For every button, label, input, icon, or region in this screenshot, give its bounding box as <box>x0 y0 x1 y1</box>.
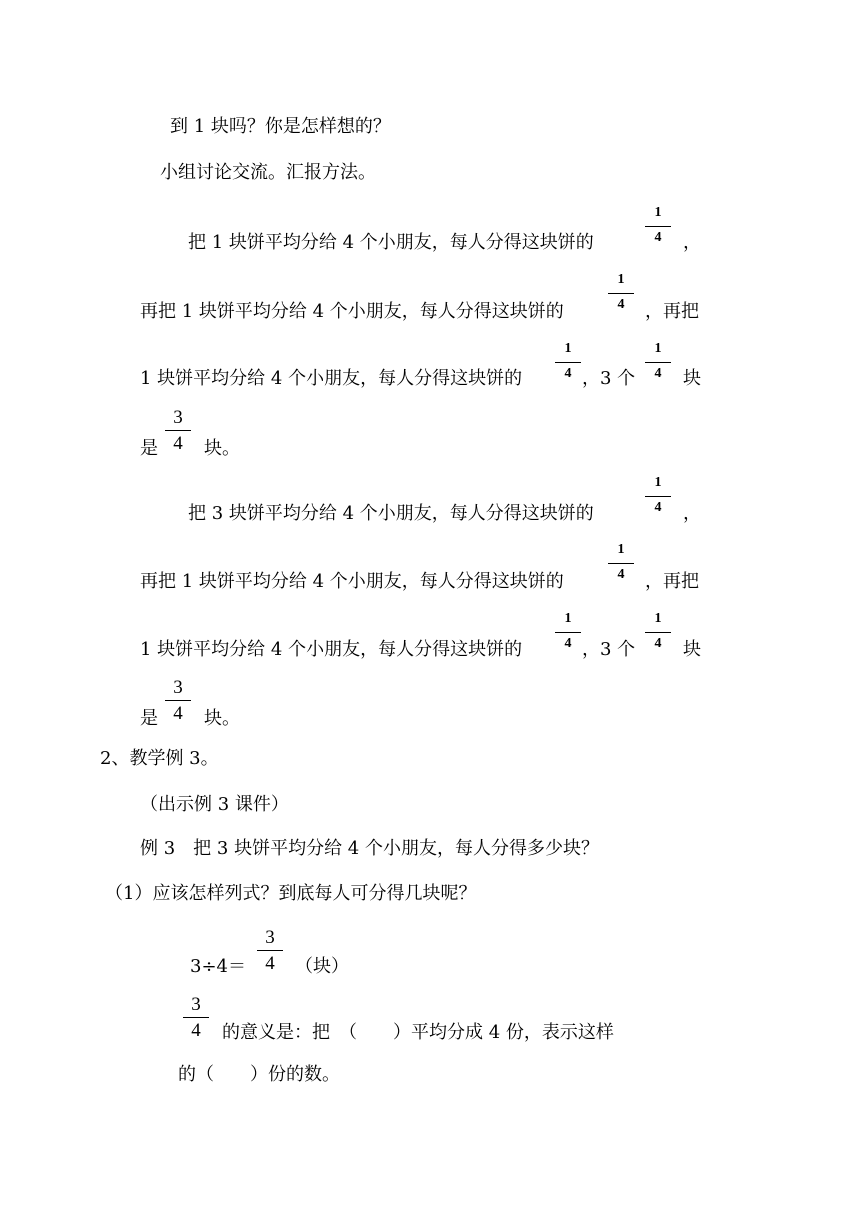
equation-division: 3÷4＝ <box>190 956 246 977</box>
para2-line1-comma: ， <box>683 503 701 524</box>
document-page: 到 1 块吗？你是怎样想的？ 小组讨论交流。汇报方法。 把 1 块饼平均分给 4 个小朋友，每人分得这块饼的 1 4 ， 再把 1 块饼平均分给 4 个小朋友，每人分得这块饼的 1 4 ，再把 1 块饼平均分给 4 个小朋友，每人分得这块饼的 1 4 ，3 个 1 4 块 是 3 4 块。 把 3 块饼平均分给 4 个小朋友，每人分得这块饼的 1 4 ， 再把 1 块饼平均分给 4 个小朋友，每人分得这块饼的 1 4 ，再把 1 块饼平均分给 4 个小朋友，每人分得这块饼的 1 4 ，3 个 1 4 块 是 3 4 块。 2、教学例 3。 （出示例 3 课件） 例 3 把 3 块饼平均分给 4 个小朋友，每人分得多少块？ （1）应该怎样列式？到底每人可分得几块呢？ 3÷4＝ 3 4 （块） 3 4 的意义是：把 （ ）平均分成 4 份，表示这样 的（ ）份的数。 <box>0 0 860 1216</box>
line-group-discussion: 小组讨论交流。汇报方法。 <box>160 162 376 183</box>
para1-line1-comma: ， <box>683 232 701 253</box>
para1-line4-start: 是 <box>140 438 158 459</box>
line-question-1: （1）应该怎样列式？到底每人可分得几块呢？ <box>105 883 477 904</box>
para1-line3-unit: 块 <box>683 368 701 389</box>
para2-line4-end: 块。 <box>204 708 240 729</box>
para1-line3-count: ，3 个 <box>582 368 636 389</box>
para2-line4-start: 是 <box>140 708 158 729</box>
line-example-3-question: 例 3 把 3 块饼平均分给 4 个小朋友，每人分得多少块？ <box>140 838 599 859</box>
line-show-courseware: （出示例 3 课件） <box>140 794 289 815</box>
line-think-question: 到 1 块吗？你是怎样想的？ <box>170 116 391 137</box>
section-heading-example-3: 2、教学例 3。 <box>100 748 219 769</box>
equation-unit: （块） <box>295 956 349 977</box>
para2-line3-count: ，3 个 <box>582 639 636 660</box>
para2-line1: 把 3 块饼平均分给 4 个小朋友，每人分得这块饼的 <box>188 503 594 524</box>
para1-line3: 1 块饼平均分给 4 个小朋友，每人分得这块饼的 <box>140 368 523 389</box>
para1-line2-end: ，再把 <box>645 301 699 322</box>
para1-line2: 再把 1 块饼平均分给 4 个小朋友，每人分得这块饼的 <box>140 301 564 322</box>
para2-line2: 再把 1 块饼平均分给 4 个小朋友，每人分得这块饼的 <box>140 571 564 592</box>
line-fraction-meaning-end: 的（ ）份的数。 <box>178 1064 340 1085</box>
para2-line3: 1 块饼平均分给 4 个小朋友，每人分得这块饼的 <box>140 639 523 660</box>
para1-line1: 把 1 块饼平均分给 4 个小朋友，每人分得这块饼的 <box>188 232 594 253</box>
para2-line2-end: ，再把 <box>645 571 699 592</box>
line-fraction-meaning: 的意义是：把 （ ）平均分成 4 份，表示这样 <box>222 1022 614 1043</box>
para1-line4-end: 块。 <box>204 438 240 459</box>
para2-line3-unit: 块 <box>683 639 701 660</box>
